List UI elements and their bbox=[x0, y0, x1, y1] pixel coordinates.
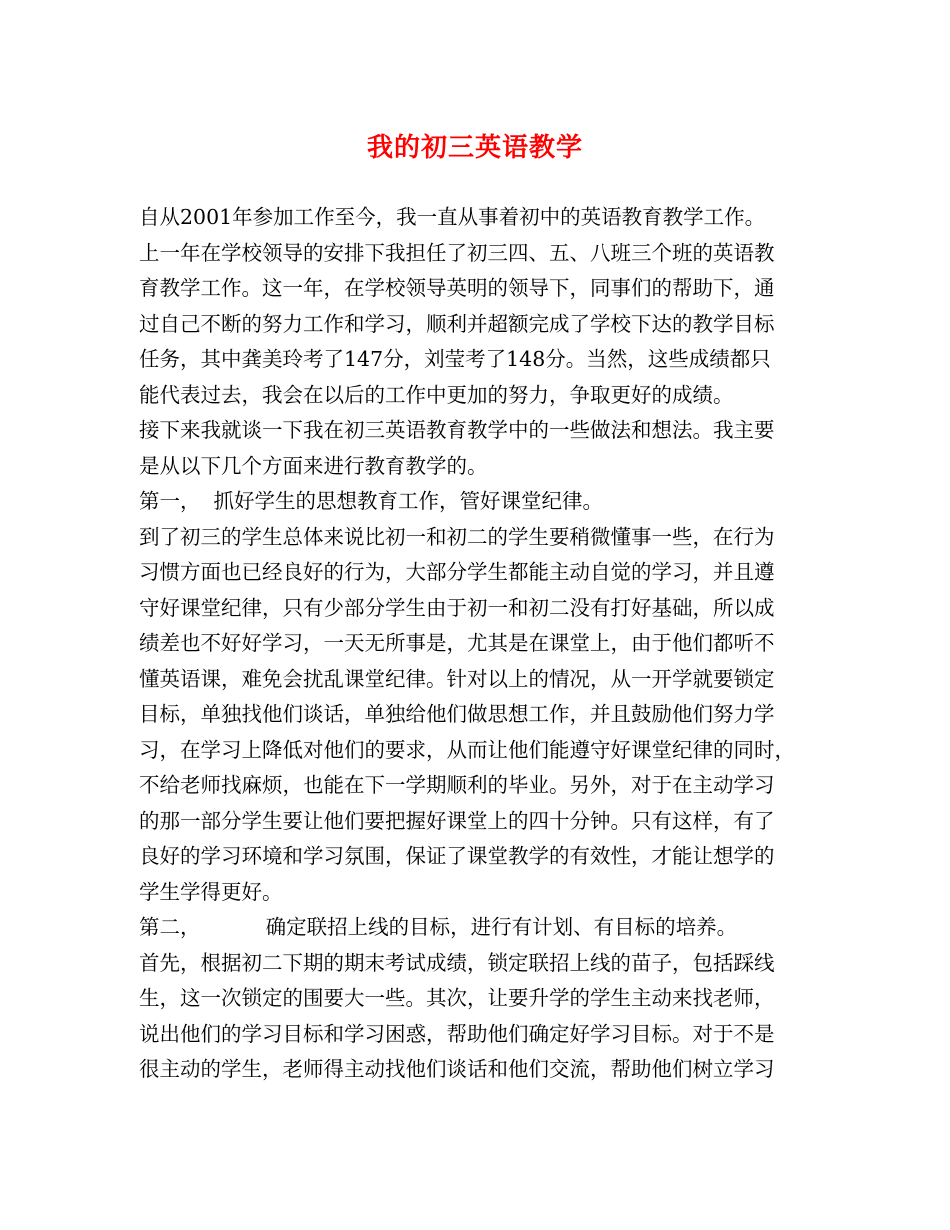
paragraph-line: 不给老师找麻烦，也能在下一学期顺利的毕业。另外，对于在主动学习 bbox=[139, 773, 775, 797]
paragraph-line: 接下来我就谈一下我在初三英语教育教学中的一些做法和想法。我主要 bbox=[139, 418, 775, 442]
paragraph-line: 第二， 确定联招上线的目标，进行有计划、有目标的培养。 bbox=[139, 915, 738, 939]
paragraph-line: 说出他们的学习目标和学习困惑，帮助他们确定好学习目标。对于不是 bbox=[139, 1021, 775, 1046]
paragraph-line: 第一， 抓好学生的思想教育工作，管好课堂纪律。 bbox=[139, 489, 604, 513]
paragraph-line: 任务，其中龚美玲考了147分，刘莹考了148分。当然，这些成绩都只 bbox=[139, 347, 771, 371]
paragraph-line: 很主动的学生，老师得主动找他们谈话和他们交流，帮助他们树立学习 bbox=[139, 1057, 775, 1081]
paragraph-line: 首先，根据初二下期的期末考试成绩，锁定联招上线的苗子，包括踩线 bbox=[139, 950, 775, 975]
document-body bbox=[139, 200, 829, 1088]
paragraph-line: 绩差也不好好学习，一天无所事是，尤其是在课堂上，由于他们都听不 bbox=[139, 631, 775, 655]
paragraph-line: 习惯方面也已经良好的行为，大部分学生都能主动自觉的学习，并且遵 bbox=[139, 560, 775, 584]
paragraph-line: 是从以下几个方面来进行教育教学的。 bbox=[139, 453, 488, 478]
paragraph-line: 上一年在学校领导的安排下我担任了初三四、五、八班三个班的英语教 bbox=[139, 240, 775, 265]
document-title: 我的初三英语教学 bbox=[366, 133, 583, 163]
paragraph-line: 过自己不断的努力工作和学习，顺利并超额完成了学校下达的教学目标 bbox=[139, 311, 775, 336]
paragraph-line: 学生学得更好。 bbox=[139, 879, 283, 904]
paragraph-line: 习，在学习上降低对他们的要求，从而让他们能遵守好课堂纪律的同时， bbox=[139, 737, 795, 762]
paragraph-line: 自从2001年参加工作至今，我一直从事着初中的英语教育教学工作。 bbox=[139, 205, 766, 229]
paragraph-line: 到了初三的学生总体来说比初一和初二的学生要稍微懂事一些，在行为 bbox=[139, 524, 775, 549]
paragraph-line: 育教学工作。这一年，在学校领导英明的领导下，同事们的帮助下，通 bbox=[139, 276, 775, 300]
paragraph-line: 能代表过去，我会在以后的工作中更加的努力，争取更好的成绩。 bbox=[139, 382, 734, 407]
paragraph-line: 懂英语课，难免会扰乱课堂纪律。针对以上的情况，从一开学就要锁定 bbox=[139, 666, 775, 691]
paragraph-line: 生，这一次锁定的围要大一些。其次，让要升学的学生主动来找老师， bbox=[139, 986, 775, 1010]
paragraph-line: 的那一部分学生要让他们要把握好课堂上的四十分钟。只有这样，有了 bbox=[139, 808, 775, 833]
paragraph-line: 守好课堂纪律，只有少部分学生由于初一和初二没有打好基础，所以成 bbox=[139, 595, 775, 620]
paragraph-line: 良好的学习环境和学习氛围，保证了课堂教学的有效性，才能让想学的 bbox=[139, 844, 775, 868]
paragraph-line: 目标，单独找他们谈话，单独给他们做思想工作，并且鼓励他们努力学 bbox=[139, 702, 775, 726]
